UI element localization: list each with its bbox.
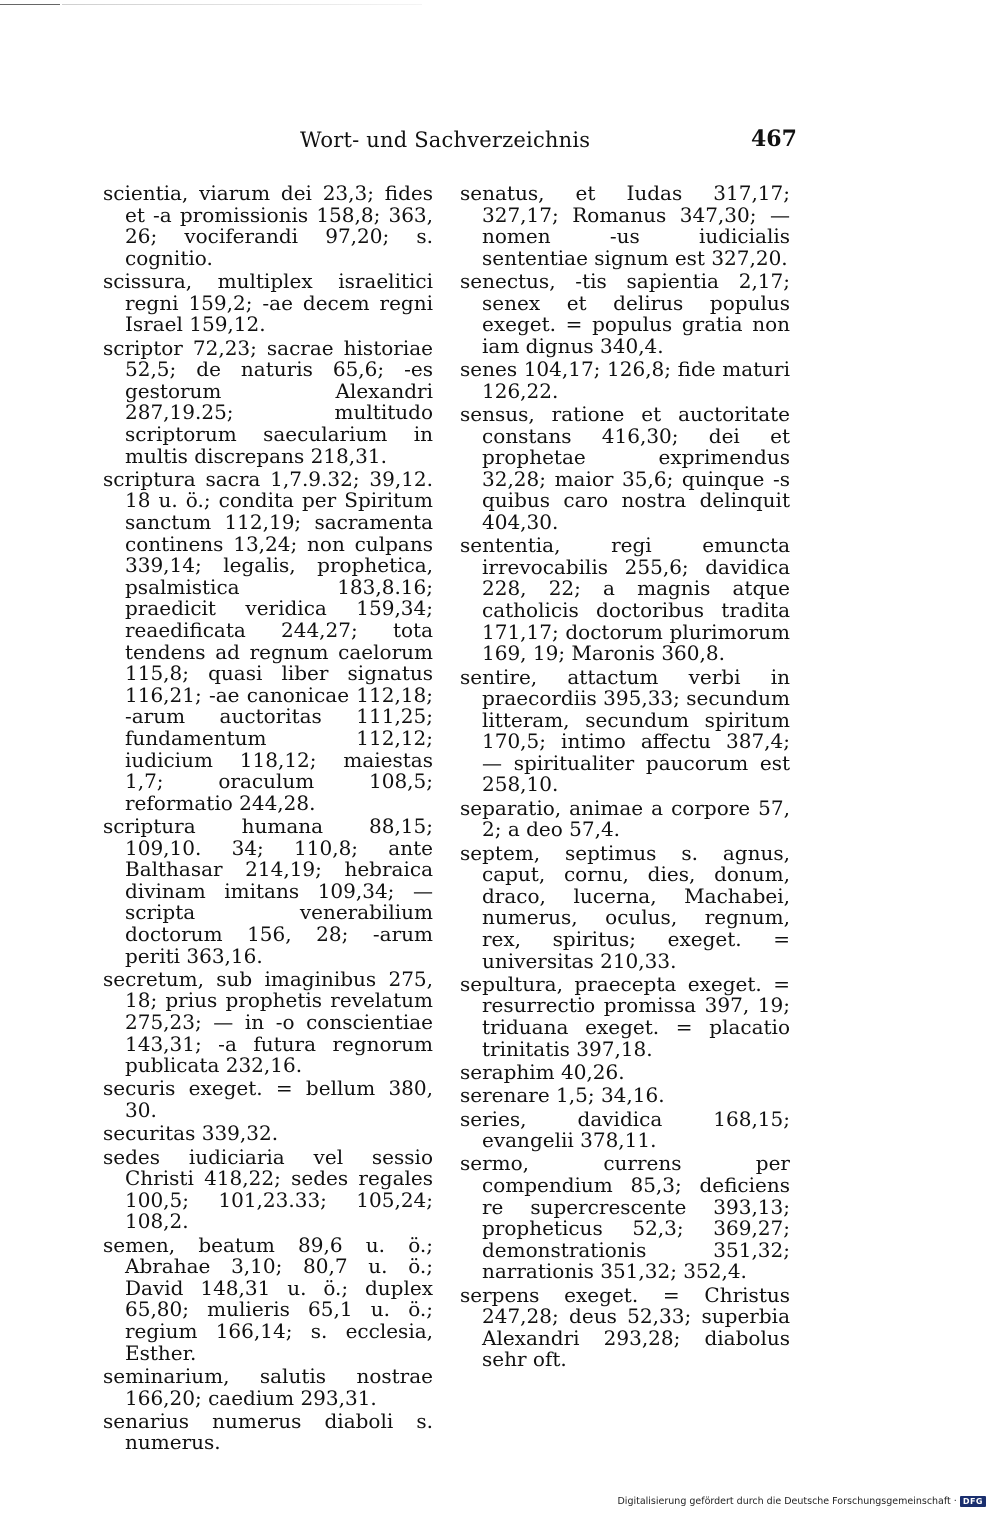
index-entry: secretum, sub imaginibus 275, 18; prius prophetis revelatum 275,23; — in -o conscientiae 143,31; -a futura regnorum publicata 232,16.	[103, 966, 433, 1078]
index-entry: scriptura humana 88,15; 109,10. 34; 110,8; ante Balthasar 214,19; hebraica divinam imitans 109,34; — scripta venerabilium doctorum 156, 28; -arum periti 363,16.	[103, 813, 433, 968]
index-entry: sensus, ratione et auctoritate constans 416,30; dei et prophetae exprimendus 32,28; maior 35,6; quinque -s quibus caro nostra delinquit 404,30.	[460, 402, 790, 534]
index-entry: sepultura, praecepta exeget. = resurrectio promissa 397, 19; triduana exeget. = placatio trinitatis 397,18.	[460, 971, 790, 1061]
index-entry: sermo, currens per compendium 85,3; deficiens re supercrescente 393,13; propheticus 52,3; 369,27; demonstrationis 351,32; narrationis 351,32; 352,4.	[460, 1151, 790, 1284]
index-entry: scientia, viarum dei 23,3; fides et -a promissionis 158,8; 363, 26; vociferandi 97,20; s. cognitio.	[103, 181, 433, 270]
page-number: 467	[751, 126, 797, 152]
index-column-right	[460, 183, 790, 1373]
index-entry: semen, beatum 89,6 u. ö.; Abrahae 3,10; 80,7 u. ö.; David 148,31 u. ö.; duplex 65,80; mulieris 65,1 u. ö.; regium 166,14; s. ecclesia, Esther.	[103, 1232, 433, 1365]
index-entry: scissura, multiplex israelitici regni 159,2; -ae decem regni Israel 159,12.	[103, 269, 433, 337]
index-entry: scriptura sacra 1,7.9.32; 39,12. 18 u. ö.; condita per Spiritum sanctum 112,19; sacramenta continens 13,24; non culpans 339,14; legalis, prophetica, psalmistica 183,8.16; praedicit veridica 159,34; reaedificata 244,27; tota tendens ad regnum caelorum 115,8; quasi liber signatus 116,21; -ae canonicae 112,18; -arum auctoritas 111,25; fundamentum 112,12; iudicium 118,12; maiestas 1,7; oraculum 108,5; reformatio 244,28.	[103, 466, 433, 815]
index-entry: seminarium, salutis nostrae 166,20; caedium 293,31.	[103, 1363, 433, 1410]
index-entry: separatio, animae a corpore 57, 2; a deo 57,4.	[460, 795, 790, 842]
index-column-left	[103, 183, 433, 1456]
digitization-credit	[617, 1496, 986, 1507]
index-entry: serpens exeget. = Christus 247,28; deus 52,33; superbia Alexandri 293,28; diabolus sehr oft.	[460, 1282, 790, 1372]
index-entry: seraphim 40,26.	[460, 1059, 625, 1084]
index-entry: scriptor 72,23; sacrae historiae 52,5; de naturis 65,6; -es gestorum Alexandri 287,19.25; multitudo scriptorum saecularium in multis discrepans 218,31.	[103, 335, 433, 468]
dfg-logo: DFG	[960, 1496, 986, 1507]
scan-top-shadow	[62, 4, 422, 5]
index-entry: securitas 339,32.	[103, 1121, 279, 1146]
index-entry: senectus, -tis sapientia 2,17; senex et delirus populus exeget. = populus gratia non iam dignus 340,4.	[460, 269, 790, 358]
index-entry: septem, septimus s. agnus, caput, cornu, dies, donum, draco, lucerna, Machabei, numerus, oculus, regnum, rex, spiritus; exeget. = universitas 210,33.	[460, 840, 790, 973]
index-entry: sedes iudiciaria vel sessio Christi 418,22; sedes regales 100,5; 101,23.33; 105,24; 108,2.	[103, 1144, 433, 1234]
scan-top-rule	[0, 4, 60, 5]
index-entry: securis exeget. = bellum 380, 30.	[103, 1076, 433, 1123]
index-entry: senatus, et Iudas 317,17; 327,17; Romanus 347,30; — nomen -us iudicialis sententiae signum est 327,20.	[460, 181, 790, 270]
index-entry: sentire, attactum verbi in praecordiis 395,33; secundum litteram, secundum spiritum 170,5; intimo affectu 387,4; — spiritualiter paucorum est 258,10.	[460, 664, 790, 797]
index-entry: senes 104,17; 126,8; fide maturi 126,22.	[460, 357, 790, 403]
index-entry: senarius numerus diaboli s. numerus.	[103, 1408, 433, 1455]
index-entry: series, davidica 168,15; evangelii 378,11.	[460, 1106, 790, 1153]
index-entry: serenare 1,5; 34,16.	[460, 1083, 665, 1108]
running-head: Wort- und Sachverzeichnis	[300, 128, 591, 152]
index-entry: sententia, regi emuncta irrevocabilis 255,6; davidica 228, 22; a magnis atque catholicis doctoribus tradita 171,17; doctorum plurimorum 169, 19; Maronis 360,8.	[460, 533, 790, 666]
credit-text: Digitalisierung gefördert durch die Deutsche Forschungsgemeinschaft ·	[617, 1496, 957, 1507]
